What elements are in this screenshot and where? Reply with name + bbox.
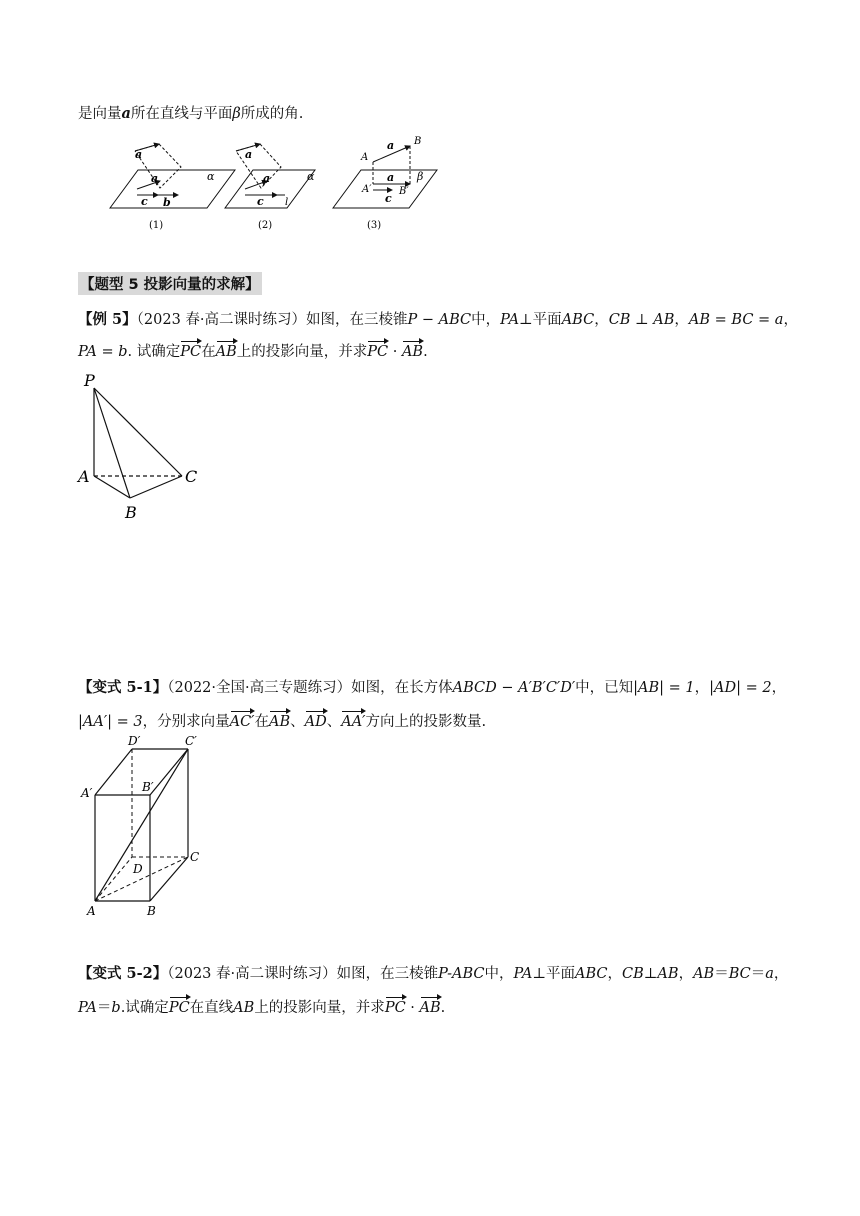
vertex-A-prime: A′	[81, 786, 93, 800]
fig3-B: B	[414, 136, 422, 147]
fig2-caption: (2)	[258, 220, 273, 231]
variant52-line1: 【变式 5-2】（2023 春·高二课时练习）如图，在三棱锥P-ABC中，PA⊥平面ABC，CB⊥AB，AB＝BC＝a，	[78, 965, 789, 982]
section-heading: 【题型 5 投影向量的求解】	[78, 272, 262, 295]
vector-aa-prime: AA′	[341, 714, 366, 730]
fig1-a-top: a	[135, 148, 143, 161]
vector-ab: AB	[215, 344, 237, 360]
vertex-B-prime: B′	[142, 780, 154, 794]
vertex-P: P	[84, 371, 95, 390]
vector-ab: AB	[419, 1000, 441, 1016]
fig2-alpha: α	[307, 170, 315, 183]
fig1-c: c	[141, 195, 148, 208]
example5-line2: PA = b. 试确定PC在AB上的投影向量，并求PC · AB.	[78, 344, 428, 360]
fig1-b: b	[163, 196, 171, 209]
fig3-caption: (3)	[367, 220, 382, 231]
fig2-c: c	[257, 195, 264, 208]
fig3-a-proj: a	[387, 171, 395, 184]
vector-ab: AB	[268, 714, 291, 730]
intro-line: 是向量a所在直线与平面β所成的角.	[78, 105, 304, 122]
vertex-A: A	[78, 467, 90, 486]
pyramid-figure	[74, 370, 214, 525]
fig2-l: l	[285, 197, 289, 208]
vector-pc: PC	[367, 344, 389, 360]
vertex-B: B	[147, 904, 156, 918]
vertex-C: C	[190, 850, 200, 864]
vertex-A: A	[87, 904, 96, 918]
vector-ab: AB	[401, 344, 424, 360]
vertex-C: C	[185, 467, 198, 486]
vertex-D: D	[133, 862, 143, 876]
fig1-caption: (1)	[149, 220, 164, 231]
vector-pc: PC	[180, 344, 202, 360]
fig2-a-proj: a	[263, 172, 271, 185]
variant51-line2: |AA′| = 3，分别求向量AC′在AB、AD、AA′方向上的投影数量.	[78, 714, 487, 730]
vertex-B: B	[125, 503, 137, 522]
vector-pc: PC	[168, 1000, 190, 1016]
variant52-line2: PA＝b.试确定PC在直线AB上的投影向量，并求PC · AB.	[78, 1000, 446, 1016]
vector-pc: PC	[384, 1000, 406, 1016]
vector-ac-prime: AC′	[229, 714, 255, 730]
fig1-a-proj: a	[151, 172, 159, 185]
fig3-beta: β	[417, 170, 424, 183]
variant51-line1: 【变式 5-1】（2022·全国·高三专题练习）如图，在长方体ABCD − A′B′C′D′中，已知|AB| = 1，|AD| = 2，	[78, 679, 787, 696]
fig3-A-prime: A′	[362, 184, 372, 195]
fig3-a-top: a	[387, 139, 395, 152]
fig3-B-prime: B′	[399, 186, 409, 197]
projection-angle-figure	[105, 132, 445, 232]
fig2-a-top: a	[245, 148, 253, 161]
vertex-C-prime: C′	[185, 735, 197, 748]
cuboid-figure	[80, 735, 220, 925]
fig1-alpha: α	[207, 170, 215, 183]
fig3-c: c	[385, 192, 392, 205]
figure-panel-1	[110, 144, 235, 208]
vector-ad: AD	[304, 714, 327, 730]
example5-line1: 【例 5】（2023 春·高二课时练习）如图，在三棱锥P − ABC中，PA⊥平面ABC，CB ⊥ AB，AB = BC = a，	[78, 311, 798, 328]
vertex-D-prime: D′	[128, 735, 141, 748]
fig3-A: A	[361, 152, 369, 163]
